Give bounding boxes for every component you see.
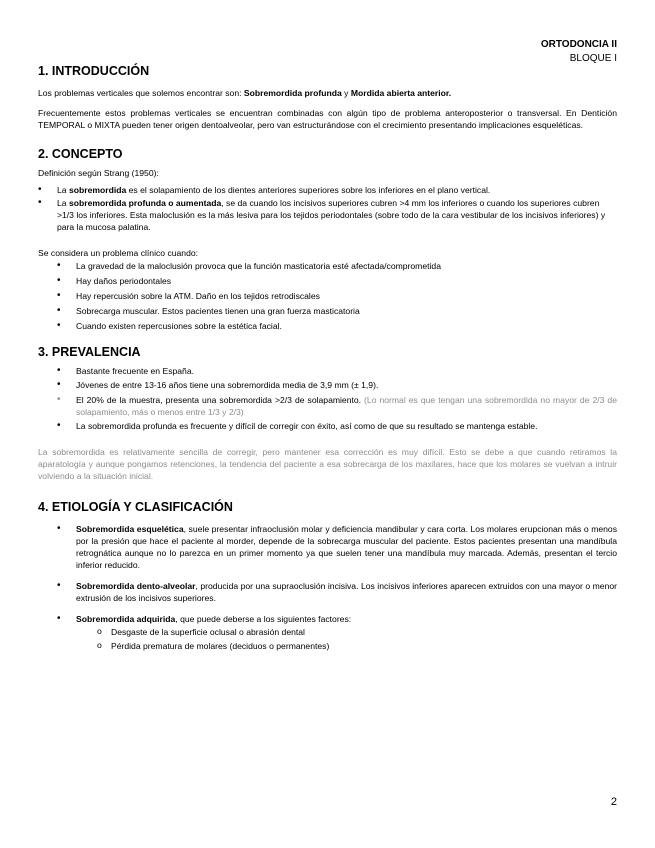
- document-page: [38, 38, 617, 652]
- acquired-factors-list: [57, 626, 617, 652]
- section-3-heading: 3. PREVALENCIA: [38, 345, 141, 360]
- definition-line: Definición según Strang (1950):: [38, 168, 159, 179]
- list-item: • Cuando existen repercusiones sobre la estética facial.: [38, 320, 617, 332]
- list-item: • La sobremordida profunda o aumentada, se da cuando los incisivos superiores cubren >4 mm los inferiores o cuando los superiores cubren >1/3 los inferiores. Esta maloclusión es la más lesiva para los tejidos periodontales (sobre todo de la cara vestibular de los incisivos inferiores) y para la mucosa palatina.: [38, 197, 617, 233]
- concept-list: [38, 184, 617, 233]
- list-item: • Sobremordida dento-alveolar, producida por una supraoclusión incisiva. Los incisivos inferiores aparecen extruidos con una mayor o menor extrusión de los incisivos superiores.: [38, 580, 617, 604]
- clinical-list: [38, 260, 617, 332]
- list-item: • Hay repercusión sobre la ATM. Daño en los tejidos retrodiscales: [38, 290, 617, 302]
- page-number: 2: [610, 796, 617, 808]
- list-item: • La sobremordida es el solapamiento de los dientes anteriores superiores sobre los inferiores en el plano vertical.: [38, 184, 617, 196]
- list-item: • La sobremordida profunda es frecuente y difícil de corregir con éxito, así como de que su resultado se mantenga estable.: [38, 420, 617, 432]
- list-item: • Hay daños periodontales: [38, 275, 617, 287]
- prevalence-list: [38, 365, 617, 431]
- intro-paragraph-2: Frecuentemente estos problemas verticales se encuentran combinadas con algún tipo de problema anteroposterior o transversal. En Dentición TEMPORAL o MIXTA pueden tener origen dentoalveolar, pero van estructurándose con el crecimiento presentando implicaciones esqueléticas.: [38, 108, 617, 131]
- section-2-heading: 2. CONCEPTO: [38, 147, 123, 162]
- list-item: o Desgaste de la superficie oclusal o abrasión dental: [57, 626, 617, 638]
- list-item: • El 20% de la muestra, presenta una sobremordida >2/3 de solapamiento. (Lo normal es que tengan una sobremordida no mayor de 2/3 de solapamiento, más o menos entre 1/3 y 2/3): [38, 394, 617, 418]
- list-item: • Sobremordida adquirida, que puede deberse a los siguientes factores:: [38, 613, 617, 625]
- section-1-heading: 1. INTRODUCCIÓN: [38, 64, 150, 78]
- intro-paragraph-1: Los problemas verticales que solemos encontrar son: Sobremordida profunda y Mordida abierta anterior.: [38, 88, 452, 98]
- block-label: BLOQUE I: [569, 53, 617, 64]
- clinical-intro: Se considera un problema clínico cuando:: [38, 248, 199, 259]
- prevalence-note: La sobremordida es relativamente sencilla de corregir, pero mantener esa corrección es muy difícil. Esto se debe a que cuando retiramos la aparatología y aunque pongamos retenciones, la tendencia del paciente a esa sobrecarga de los maxilares, hace que los molares se vuelvan a intruir volviendo a la situación inicial.: [38, 446, 617, 481]
- list-item: • Bastante frecuente en España.: [38, 365, 617, 377]
- list-item: • Sobrecarga muscular. Estos pacientes tienen una gran fuerza masticatoria: [38, 305, 617, 317]
- list-item: o Pérdida prematura de molares (deciduos o permanentes): [57, 640, 617, 652]
- course-title: ORTODONCIA II: [540, 39, 617, 50]
- list-item: • Jóvenes de entre 13-16 años tiene una sobremordida media de 3,9 mm (± 1,9).: [38, 379, 617, 391]
- etiology-list: [38, 523, 617, 625]
- section-4-heading: 4. ETIOLOGÍA Y CLASIFICACIÓN: [38, 499, 233, 514]
- list-item: • Sobremordida esquelética, suele presentar infraoclusión molar y deficiencia mandibular y cara corta. Los molares erupcionan más o menos por la presión que hace el paciente al morder, depende de la sobrecarga muscular del paciente. Estos pacientes presentan una mandíbula retrognática aunque no lo parezca en un primer momento ya que suelen tener una mandíbula muy marcada. Además, presentan el tercio inferior reducido.: [38, 523, 617, 571]
- page-header: [38, 38, 617, 66]
- list-item: • La gravedad de la maloclusión provoca que la función masticatoria esté afectada/comprometida: [38, 260, 617, 272]
